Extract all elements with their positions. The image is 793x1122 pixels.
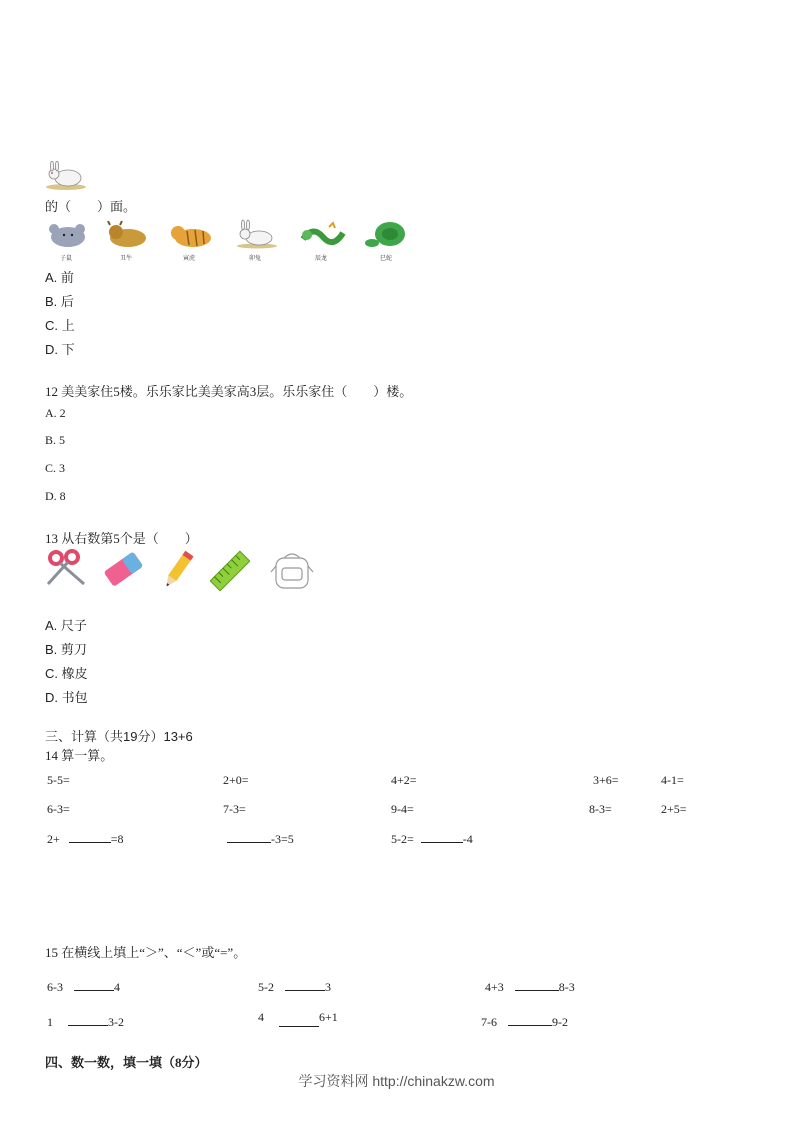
calc-r2-c4: 8-3= bbox=[589, 802, 612, 816]
compare-left: 1 bbox=[47, 1015, 53, 1029]
q14-stem: 14 算一算。 bbox=[45, 748, 114, 763]
calc-r1-c3: 4+2= bbox=[391, 773, 417, 787]
calc-r1-c5: 4-1= bbox=[661, 773, 684, 787]
footer-watermark: 学习资料网 http://chinakzw.com bbox=[298, 1073, 495, 1089]
q11-option-a: A. 前 bbox=[45, 270, 74, 285]
compare-left: 4 bbox=[258, 1010, 264, 1024]
compare-right: 4 bbox=[114, 980, 120, 994]
q11-option-b: B. 后 bbox=[45, 294, 74, 309]
compare-r1-c2 bbox=[258, 978, 331, 995]
ox-icon bbox=[104, 221, 152, 249]
compare-left: 5-2 bbox=[258, 980, 274, 994]
q12-option-d: D. 8 bbox=[45, 489, 66, 503]
calc-r3-c3-pre: 5-2= bbox=[391, 832, 414, 846]
zodiac-label-rabbit: 卯兔 bbox=[248, 255, 261, 262]
q12-option-b: B. 5 bbox=[45, 433, 66, 447]
q12-option-c: C. 3 bbox=[45, 461, 66, 475]
compare-r2-c1 bbox=[47, 1013, 124, 1030]
calc-r3-c1-post: =8 bbox=[110, 832, 124, 846]
calc-r2-c5: 2+5= bbox=[661, 802, 687, 816]
compare-blank[interactable] bbox=[74, 978, 114, 991]
dragon-icon bbox=[299, 221, 347, 249]
q11-option-d: D. 下 bbox=[45, 342, 75, 357]
compare-right: 6+1 bbox=[319, 1010, 338, 1024]
q13-option-d: D. 书包 bbox=[45, 690, 88, 705]
calc-r1-c4: 3+6= bbox=[593, 773, 619, 787]
section4-heading: 四、数一数，填一填（8分） bbox=[45, 1055, 208, 1070]
q11-stem: 的（ ）面。 bbox=[45, 199, 137, 214]
compare-r1-c1 bbox=[47, 978, 120, 995]
calc-r2-c3: 9-4= bbox=[391, 802, 414, 816]
q11-option-c: C. 上 bbox=[45, 318, 75, 333]
zodiac-label-ox: 丑牛 bbox=[119, 255, 132, 262]
zodiac-label-rat: 子鼠 bbox=[59, 255, 72, 262]
compare-blank[interactable] bbox=[508, 1013, 552, 1026]
compare-right: 9-2 bbox=[552, 1015, 568, 1029]
answer-blank[interactable] bbox=[69, 830, 111, 843]
compare-blank[interactable] bbox=[285, 978, 325, 991]
calc-r3-c1-pre: 2+ bbox=[47, 832, 60, 846]
calc-r1-c1: 5-5= bbox=[47, 773, 70, 787]
q13-option-a: A. 尺子 bbox=[45, 618, 87, 633]
compare-right: 3 bbox=[325, 980, 331, 994]
q13-option-c: C. 橡皮 bbox=[45, 666, 88, 681]
compare-left: 6-3 bbox=[47, 980, 63, 994]
rat-icon bbox=[44, 221, 92, 249]
compare-r2-c3 bbox=[481, 1013, 568, 1030]
compare-left: 4+3 bbox=[485, 980, 504, 994]
rabbit-image bbox=[44, 161, 90, 191]
compare-r2-c2 bbox=[258, 1008, 338, 1025]
compare-left: 7-6 bbox=[481, 1015, 497, 1029]
snake-icon bbox=[364, 219, 412, 249]
rabbit-icon bbox=[233, 219, 281, 249]
calc-r2-c1: 6-3= bbox=[47, 802, 70, 816]
q13-stem: 13 从右数第5个是（ ） bbox=[45, 531, 198, 546]
backpack-icon bbox=[268, 552, 316, 592]
tiger-icon bbox=[167, 221, 215, 249]
q12-stem: 12 美美家住5楼。乐乐家比美美家高3层。乐乐家住（ ）楼。 bbox=[45, 384, 413, 399]
zodiac-label-snake: 巳蛇 bbox=[379, 255, 392, 262]
calc-r3-c3 bbox=[391, 830, 473, 847]
eraser-icon bbox=[100, 550, 148, 590]
calc-r3-c2 bbox=[227, 830, 294, 847]
zodiac-label-dragon: 辰龙 bbox=[314, 255, 327, 262]
calc-r3-c1 bbox=[47, 830, 124, 847]
answer-blank[interactable] bbox=[421, 830, 463, 843]
zodiac-label-tiger: 寅虎 bbox=[182, 255, 195, 262]
calc-r3-c3-post: -4 bbox=[462, 832, 473, 846]
compare-blank[interactable] bbox=[279, 1014, 319, 1027]
calc-r2-c2: 7-3= bbox=[223, 802, 246, 816]
ruler-icon bbox=[210, 550, 250, 592]
section3-heading: 三、计算（共19分）13+6 bbox=[45, 729, 193, 744]
q13-option-b: B. 剪刀 bbox=[45, 642, 87, 657]
q15-stem: 15 在横线上填上“＞”、“＜”或“=”。 bbox=[45, 945, 247, 960]
compare-r1-c3 bbox=[485, 978, 575, 995]
calc-r3-c2-post: -3=5 bbox=[271, 832, 294, 846]
compare-right: 8-3 bbox=[558, 980, 575, 994]
calc-r1-c2: 2+0= bbox=[223, 773, 249, 787]
pencil-icon bbox=[158, 548, 198, 592]
compare-right: 3-2 bbox=[108, 1015, 124, 1029]
q12-option-a: A. 2 bbox=[45, 406, 66, 420]
compare-blank[interactable] bbox=[515, 978, 559, 991]
answer-blank[interactable] bbox=[227, 830, 271, 843]
scissors-icon bbox=[44, 548, 92, 590]
compare-blank[interactable] bbox=[68, 1013, 108, 1026]
